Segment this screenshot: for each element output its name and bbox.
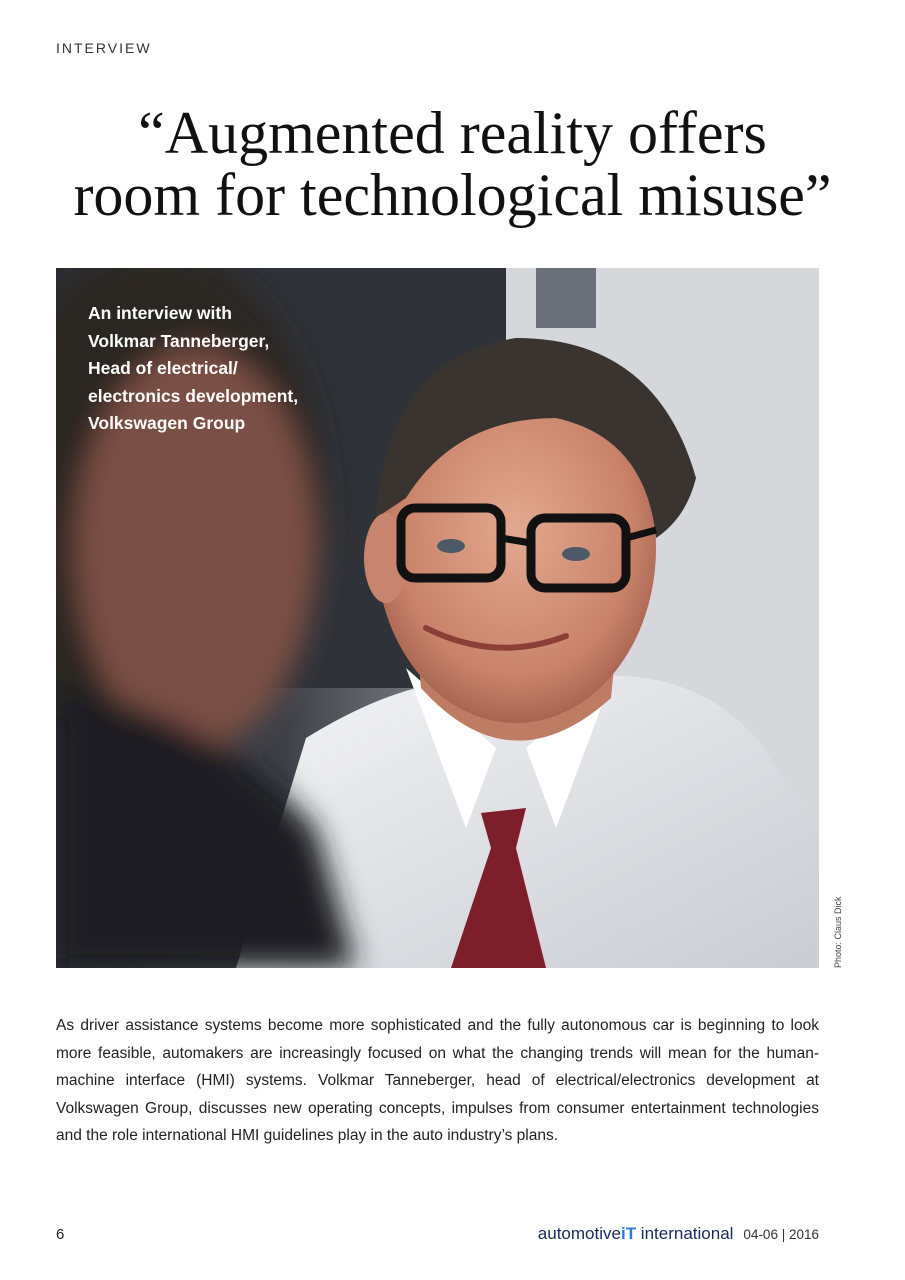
headline-line-2: room for technological misuse” <box>73 162 832 228</box>
publication-logo <box>538 1224 734 1244</box>
photo-credit: Photo: Claus Dick <box>833 896 843 968</box>
lead-paragraph: As driver assistance systems become more sophisticated and the fully autonomous car is beginning to look more feasible, automakers are increasingly focused on what the changing trends will mean for the human-machine interface (HMI) systems. Volkmar Tanneberger, head of electrical/electronics development at Volkswagen Group, discusses new operating concepts, impulses from consumer entertainment technologies and the role international HMI guidelines play in the auto industry’s plans. <box>56 1017 819 1144</box>
section-label: INTERVIEW <box>56 40 152 56</box>
issue-date: 04-06 | 2016 <box>743 1227 819 1242</box>
intro-line: Volkswagen Group <box>88 413 246 433</box>
headline <box>40 102 865 226</box>
logo-text-international: international <box>636 1224 734 1243</box>
intro-line: electronics development, <box>88 385 299 406</box>
footer-publication <box>538 1224 819 1244</box>
page-number: 6 <box>56 1226 65 1243</box>
intro-line: Volkmar Tanneberger, <box>88 330 270 351</box>
logo-text-it: iT <box>620 1224 637 1243</box>
portrait-photo <box>56 268 819 968</box>
intro-line: An interview with <box>88 303 232 323</box>
intro-line: Head of electrical/ <box>88 358 238 378</box>
logo-text-automotive: automotive <box>537 1224 621 1243</box>
interview-intro <box>88 300 368 438</box>
headline-line-1: “Augmented reality offers <box>138 100 767 166</box>
